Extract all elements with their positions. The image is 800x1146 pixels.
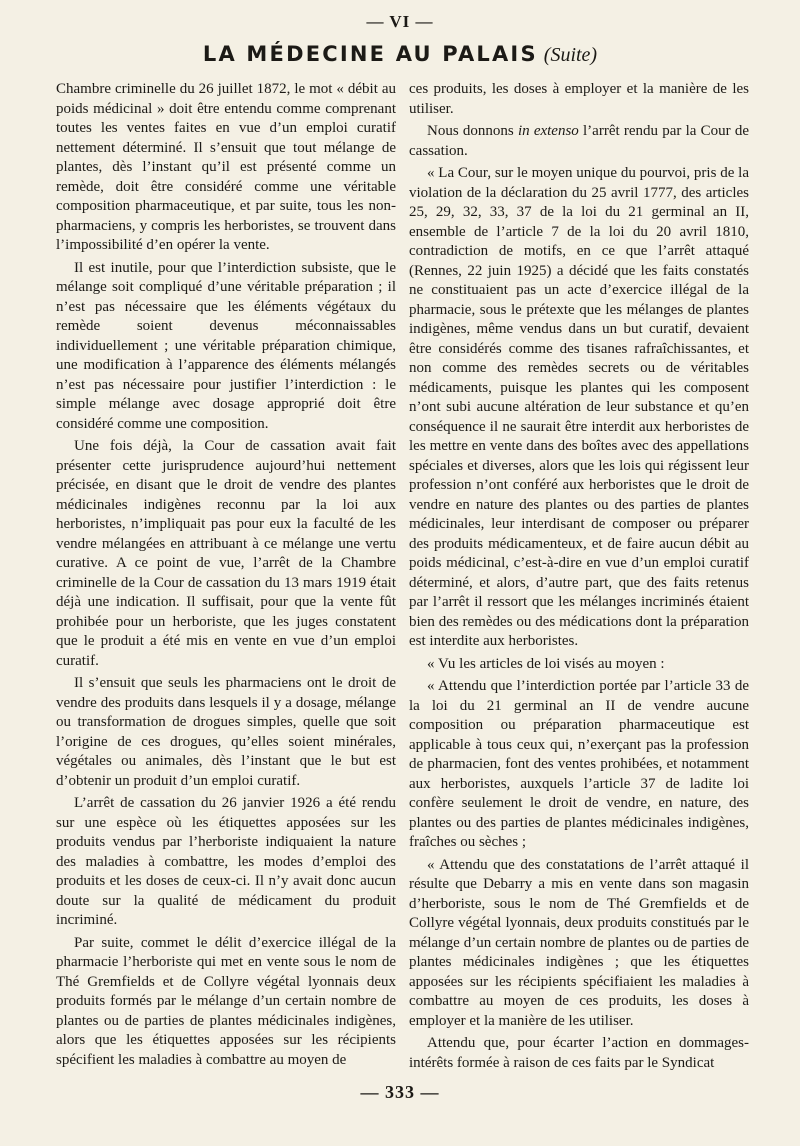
right-paragraph-7: Attendu que, pour écarter l’action en dommages-intérêts formée à raison de ces faits par le Syndicat [409,1035,749,1071]
right-paragraph-2-tail: l’arrêt rendu par la Cour de cassation. [409,123,749,159]
right-paragraph-2 [409,122,749,161]
page-number: — 333 — [360,1082,440,1102]
in-extenso-italic: in extenso [517,123,579,139]
right-paragraph-6: « Attendu que des constatations de l’arrêt attaqué il résulte que Debarry a mis en vente dans son magasin d’herboriste, sous le nom de Thé Gremfields et de Collyre végétal lyonnais, deux produits constitués par le mélange d’un certain nombre de plantes ou de parties de plantes médicinales indigènes ; que les étiquettes apposées sur les récipients spécifiaient les maladies à combattre au moyen de ces produits, les doses à employer et la manière de les utiliser. [409,856,749,1029]
left-paragraph-4: Il s’ensuit que seuls les pharmaciens ont le droit de vendre des produits dans lesquels il y a dosage, mélange ou transformation de drogues simples, quelle que soit l’origine de ces drogues, qu’elles soient minérales, végétales ou animales, dès l’instant que le but est d’obtenir un produit d’un emploi curatif. [56,675,396,789]
left-paragraph-2: Il est inutile, pour que l’interdiction subsiste, que le mélange soit compliqué d’une véritable préparation ; il n’est pas nécessaire que les éléments végétaux du remède soient devenus méconnaissables individuellement ; une véritable préparation chimique, une modification à l’apparence des éléments mélangés n’est pas nécessaire pour justifier l’interdiction : le simple mélange avec dosage approprié doit être considéré comme une composition. [56,259,396,432]
left-column [56,80,396,1073]
page-title [0,42,800,67]
left-paragraph-3: Une fois déjà, la Cour de cassation avait fait présenter cette jurisprudence aujourd’hui nettement précisée, en disant que le droit de vendre des plantes médicinales indigènes reconnu par la loi aux herboristes, n’impliquait pas pour eux la faculté de les vendre mélangées en attribuant à ce mélange une vertu curative. A ce point de vue, l’arrêt de la Chambre criminelle de la Cour de cassation du 13 mars 1919 était déjà une indication. Il suffisait, pour que la vente fût prohibée pour un herboriste, que les juges constatent que le produit a été mis en vente en vue d’un emploi curatif. [56,438,396,669]
right-paragraph-4: « Vu les articles de loi visés au moyen : [427,655,665,672]
left-paragraph-6: Par suite, commet le délit d’exercice illégal de la pharmacie l’herboriste qui met en vente sous le nom de Thé Gremfields et de Collyre végétal lyonnais deux produits formés par le mélange d’un certain nombre de plantes ou de parties de plantes médicinales indigènes, alors que les étiquettes apposées sur les récipients spécifient les maladies à combattre au moyen de [56,934,396,1068]
roman-folio: — VI — [366,12,434,31]
right-paragraph-3: « La Cour, sur le moyen unique du pourvoi, pris de la violation de la déclaration du 25 avril 1777, des articles 25, 29, 32, 33, 37 de la loi du 21 germinal an II, ensemble de l’article 7 de la loi du 20 avril 1810, contradiction de motifs, en ce que l’arrêt attaqué (Rennes, 22 juin 1925) a décidé que les faits constatés ne constituaient pas un acte d’exercice illégal de la pharmacie, sous le prétexte que les mélanges de plantes indigènes, même vendus dans un but curatif, devaient être considérés comme des tisanes rafraîchissantes, et non comme des remèdes secrets ou de véritables médicaments, puisque les plantes qui les composent n’ont subi aucune altération de leur substance et qu’en conséquence il ne saurait être interdit aux herboristes de les mettre en vente dans des boîtes avec des appellations spéciales et diverses, alors que les lois qui régissent leur profession n’ont conféré aux herboristes que le droit de vendre en nature des plantes ou des parties de plantes médicinales, leur interdisant de composer ou préparer des produits médicamenteux, et de faire aucun débit au poids médicinal, c’est-à-dire en vue d’un emploi curatif déterminé, et alors, d’autre part, que des faits retenus par l’arrêt il ressort que les mélanges incriminés étaient bien des remèdes ou des médications dont la préparation est interdite aux herboristes. [409,165,749,649]
left-paragraph-1: Chambre criminelle du 26 juillet 1872, le mot « débit au poids médicinal » doit être entendu comme comprenant toutes les ventes faites en vue d’un emploi curatif nettement déterminé. Il s’ensuit que tout mélange de plantes, dès l’instant qu’il est présenté comme un remède, doit être considéré comme une véritable composition pharmaceutique, et par suite, tous les non-pharmaciens, y compris les herboristes, se trouvent dans l’impossibilité d’en opérer la vente. [56,81,396,253]
right-column [409,80,749,1076]
title-main: LA MÉDECINE AU PALAIS [202,42,538,66]
right-paragraph-5: « Attendu que l’interdiction portée par l’article 33 de la loi du 21 germinal an II de vendre aucune composition ou préparation pharmaceutique est applicable à tous ceux qui, n’exerçant pas la profession de pharmacien, font des ventes prohibées, et notamment aux herboristes, auxquels l’article 37 de ladite loi confère seulement le droit de vendre, en nature, des plantes ou des parties de plantes médicinales indigènes, fraîches ou sèches ; [409,678,749,850]
left-paragraph-5: L’arrêt de cassation du 26 janvier 1926 a été rendu sur une espèce où les étiquettes apposées sur les produits vendus par l’herboriste indiquaient la nature des maladies à combattre, les modes d’emploi des produits et les doses de ceux-ci. Il n’y avait donc aucun doute sur la qualité de médicament du produit incriminé. [56,795,396,928]
right-paragraph-1: ces produits, les doses à employer et la manière de les utiliser. [409,81,749,117]
title-suffix: (Suite) [543,44,598,66]
right-paragraph-2-lead: Nous donnons [427,123,518,139]
